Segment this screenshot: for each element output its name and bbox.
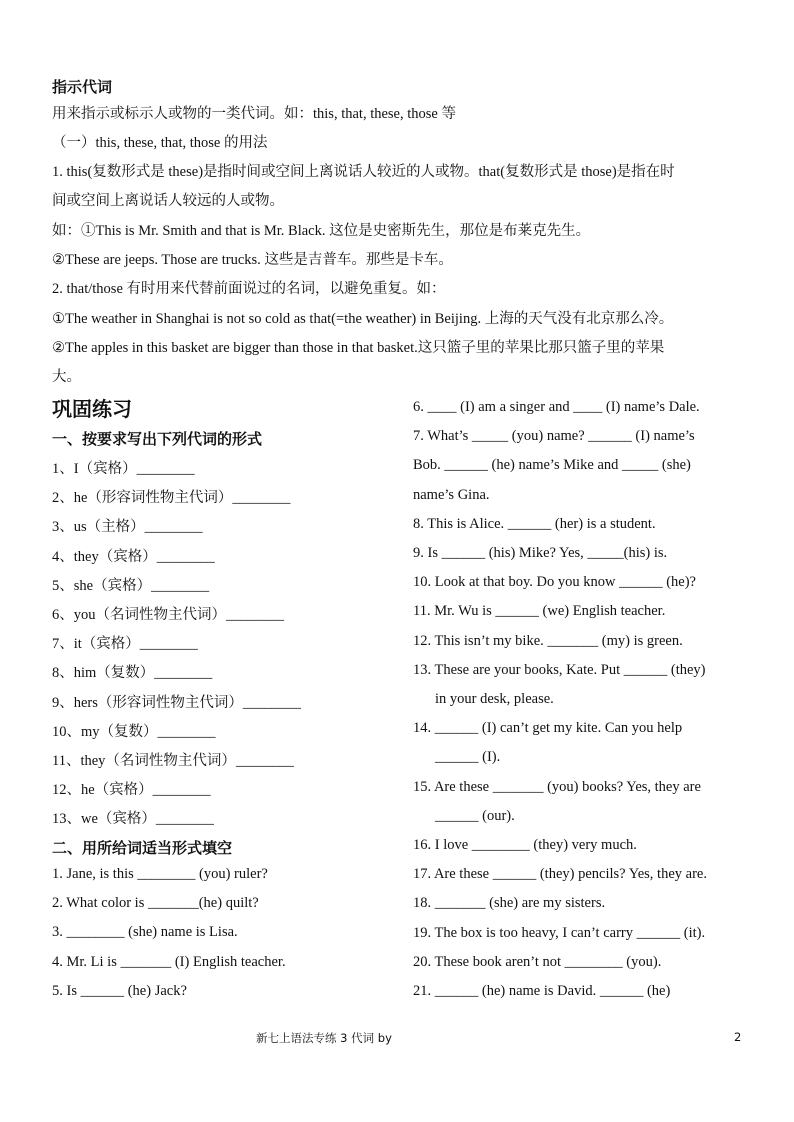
intro-line-10: 大。: [52, 369, 81, 385]
exercise-item: 13、we（宾格）________: [52, 811, 214, 828]
intro-line-5: 如：①This is Mr. Smith and that is Mr. Black. 这位是史密斯先生，那位是布莱克先生。: [52, 223, 591, 239]
exercise-item: 5. Is ______ (he) Jack?: [52, 982, 187, 999]
exercise-line: ______ (our).: [435, 807, 515, 824]
exercise-item: 7、it（宾格）________: [52, 636, 198, 653]
exercise-item: 12、he（宾格）________: [52, 782, 211, 799]
exercise-line: name’s Gina.: [413, 486, 490, 503]
exercise-item: 5、she（宾格）________: [52, 577, 210, 594]
intro-line-8: ①The weather in Shanghai is not so cold as that(=the weather) in Beijing. 上海的天气没有北京那么冷。: [52, 311, 674, 327]
exercise-line: 19. The box is too heavy, I can’t carry ______ (it).: [413, 924, 706, 941]
exercise-item: 1、I（宾格）________: [52, 461, 195, 477]
intro-line-7: 2. that/those 有时用来代替前面说过的名词，以避免重复。如：: [52, 281, 446, 297]
exercise-line: 14. ______ (I) can’t get my kite. Can you help: [413, 720, 683, 737]
exercise-line: 8. This is Alice. ______ (her) is a student.: [413, 515, 656, 532]
intro-line-4: 间或空间上离说话人较远的人或物。: [52, 193, 284, 209]
exercise-line: 16. I love ________ (they) very much.: [413, 837, 637, 853]
intro-line-2: （一）this, these, that, those 的用法: [52, 135, 268, 151]
exercise-line: 20. These book aren’t not ________ (you).: [413, 953, 662, 970]
exercise-line: 12. This isn’t my bike. _______ (my) is green.: [413, 632, 683, 649]
intro-line-9: ②The apples in this basket are bigger than those in that basket.这只篮子里的苹果比那只篮子里的苹果: [52, 340, 665, 356]
intro-line-1: 用来指示或标示人或物的一类代词。如：this, that, these, those 等: [52, 106, 456, 122]
footer-title: 新七上语法专练 3 代词 by: [256, 1031, 392, 1045]
exercise-line: 9. Is ______ (his) Mike? Yes, _____(his) is.: [413, 545, 668, 561]
exercise-line: 13. These are your books, Kate. Put ______ (they): [413, 661, 706, 678]
exercise-line: 10. Look at that boy. Do you know ______ (he)?: [413, 574, 696, 591]
exercise-item: 11、they（名词性物主代词）________: [52, 753, 294, 769]
exercise-item: 2. What color is _______(he) quilt?: [52, 895, 259, 912]
section2-title: 二、用所给词适当形式填空: [52, 839, 233, 857]
exercise-line: Bob. ______ (he) name’s Mike and _____ (she): [413, 457, 691, 474]
exercise-line: in your desk, please.: [435, 691, 554, 707]
section-title-demonstrative: 指示代词: [52, 78, 113, 96]
practice-title: 巩固练习: [52, 397, 132, 421]
exercise-item: 10、my（复数）________: [52, 723, 216, 740]
exercise-item: 8、him（复数）________: [52, 665, 213, 682]
section1-title: 一、按要求写出下列代词的形式: [52, 430, 263, 448]
exercise-item: 6、you（名词性物主代词）________: [52, 607, 284, 623]
exercise-line: 11. Mr. Wu is ______ (we) English teacher.: [413, 603, 666, 620]
exercise-line: 18. _______ (she) are my sisters.: [413, 895, 606, 912]
exercise-item: 4. Mr. Li is _______ (I) English teacher.: [52, 953, 286, 970]
exercise-item: 9、hers（形容词性物主代词）________: [52, 694, 301, 711]
intro-line-6: ②These are jeeps. Those are trucks. 这些是吉普车。那些是卡车。: [52, 252, 453, 268]
page-number: 2: [734, 1030, 742, 1044]
exercise-line: 6. ____ (I) am a singer and ____ (I) name’s Dale.: [413, 399, 700, 415]
exercise-line: 7. What’s _____ (you) name? ______ (I) name’s: [413, 428, 695, 445]
exercise-item: 3、us（主格）________: [52, 519, 203, 536]
exercise-item: 2、he（形容词性物主代词）________: [52, 490, 291, 507]
exercise-item: 1. Jane, is this ________ (you) ruler?: [52, 866, 268, 882]
exercise-line: 15. Are these _______ (you) books? Yes, they are: [413, 778, 701, 795]
intro-line-3: 1. this(复数形式是 these)是指时间或空间上离说话人较近的人或物。that(复数形式是 those)是指在时: [52, 164, 675, 180]
exercise-line: 17. Are these ______ (they) pencils? Yes, they are.: [413, 866, 707, 883]
exercise-line: ______ (I).: [435, 749, 501, 766]
exercise-line: 21. ______ (he) name is David. ______ (he): [413, 983, 671, 999]
exercise-item: 4、they（宾格）________: [52, 548, 215, 565]
exercise-item: 3. ________ (she) name is Lisa.: [52, 924, 238, 941]
